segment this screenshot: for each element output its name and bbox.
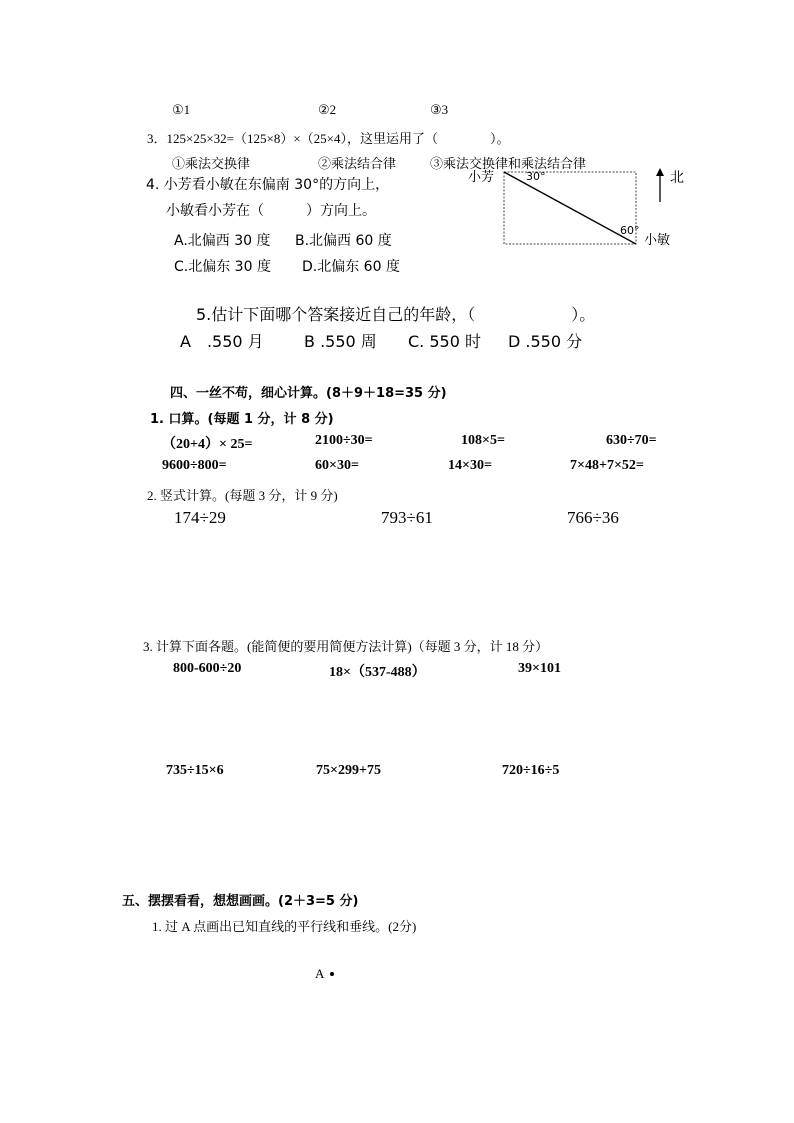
q5-option-c: C. 550 时 <box>408 332 481 351</box>
oral-calc-1: （20+4）× 25= <box>162 437 253 452</box>
section5-part1-title: 1. 过 A 点画出已知直线的平行线和垂线。(2分) <box>152 919 417 934</box>
oral-calc-2: 2100÷30= <box>315 433 373 448</box>
q4-question-line2: 小敏看小芳在（ ）方向上。 <box>166 203 376 219</box>
section5-title: 五、摆摆看看，想想画画。(2＋3=5 分) <box>122 894 359 909</box>
vertical-calc-2: 793÷61 <box>381 508 433 527</box>
q4-option-a: A.北偏西 30 度 <box>174 233 271 249</box>
q2-option-1: ①1 <box>172 102 191 117</box>
section4-part2-title: 2. 竖式计算。(每题 3 分，计 9 分) <box>147 488 338 503</box>
q5-question: 5.估计下面哪个答案接近自己的年龄，（ ）。 <box>196 305 596 324</box>
oral-calc-7: 14×30= <box>448 458 492 473</box>
q4-option-b: B.北偏西 60 度 <box>295 233 392 249</box>
q4-question-line1: 4. 小芳看小敏在东偏南 30°的方向上， <box>146 177 390 193</box>
section4-part3-title: 3. 计算下面各题。(能简便的要用简便方法计算)（每题 3 分，计 18 分） <box>143 639 549 654</box>
vertical-calc-3: 766÷36 <box>567 508 619 527</box>
calc-item-1: 800-600÷20 <box>173 661 242 676</box>
q3-option-1: ①乘法交换律 <box>172 156 251 171</box>
north-arrow-head <box>656 168 664 176</box>
oral-calc-4: 630÷70= <box>606 433 657 448</box>
q5-option-b: B .550 周 <box>304 332 377 351</box>
calc-item-6: 720÷16÷5 <box>502 763 560 778</box>
oral-calc-6: 60×30= <box>315 458 359 473</box>
oral-calc-3: 108×5= <box>461 433 505 448</box>
q4-option-d: D.北偏东 60 度 <box>302 259 400 275</box>
q4-option-c: C.北偏东 30 度 <box>174 259 271 275</box>
diagram-diagonal <box>504 172 636 244</box>
q5-option-d: D .550 分 <box>508 332 583 351</box>
diagram-angle-30: 30° <box>526 170 546 183</box>
q2-option-3: ③3 <box>430 102 449 117</box>
section4-title: 四、一丝不苟，细心计算。(8＋9＋18=35 分) <box>170 386 447 401</box>
diagram-angle-60: 60° <box>620 224 640 237</box>
oral-calc-5: 9600÷800= <box>162 458 227 473</box>
diagram-label-xiaomin: 小敏 <box>644 233 671 248</box>
calc-item-4: 735÷15×6 <box>166 763 224 778</box>
calc-item-5: 75×299+75 <box>316 763 381 778</box>
calc-item-3: 39×101 <box>518 661 561 676</box>
oral-calc-8: 7×48+7×52= <box>570 458 644 473</box>
point-a-dot <box>330 972 334 976</box>
diagram-label-xiaofang: 小芳 <box>468 170 495 185</box>
vertical-calc-1: 174÷29 <box>174 508 226 527</box>
section4-part1-title: 1. 口算。(每题 1 分，计 8 分) <box>150 412 334 427</box>
point-a-label: A <box>315 966 325 981</box>
q3-question: 3．125×25×32=（125×8）×（25×4），这里运用了（ ）。 <box>147 131 510 146</box>
calc-item-2: 18×（537-488） <box>329 665 426 680</box>
north-label: 北 <box>670 170 684 186</box>
q5-option-a: A .550 月 <box>180 332 264 351</box>
q2-option-2: ②2 <box>318 102 337 117</box>
q3-option-2: ②乘法结合律 <box>318 156 397 171</box>
direction-diagram <box>460 162 700 262</box>
q3-option-3: ③乘法交换律和乘法结合律 <box>430 156 587 171</box>
